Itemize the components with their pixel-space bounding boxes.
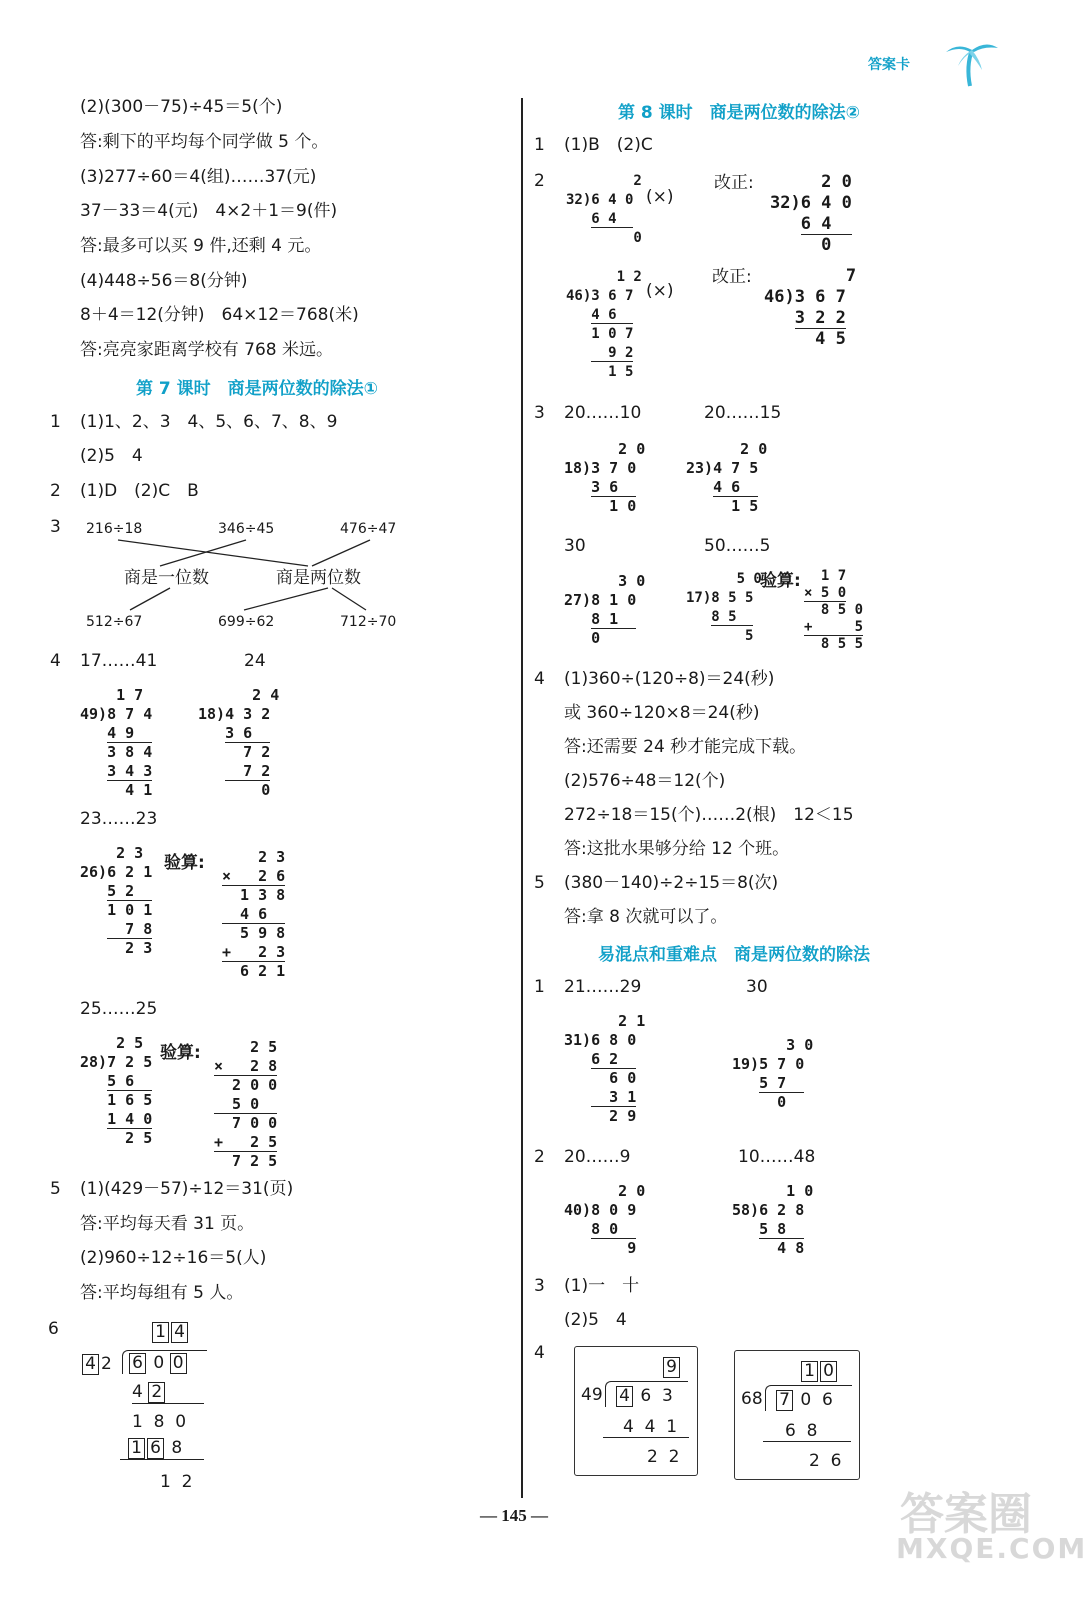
answer-label: 25……25 [80,999,158,1019]
matching-lines [80,530,420,620]
answer-text: (1)一 十 [564,1276,640,1296]
match-category: 商是两位数 [276,568,361,588]
answer-label: 17……41 [80,651,158,671]
answer-text: (2)576÷48＝12(个) [564,771,726,791]
text-line: 答:亮亮家距离学校有 768 米远。 [80,340,333,360]
text-line: (2)(300－75)÷45＝5(个) [80,97,283,117]
section-title: 第 8 课时 商是两位数的除法② [618,103,861,123]
question-number: 3 [534,1276,545,1296]
division-card: 9 49 4 6 3 4 4 1 2 2 [574,1346,698,1476]
question-number: 2 [534,171,545,191]
question-number: 1 [534,977,545,997]
answer-text: (1)B (2)C [564,135,653,155]
verify-label: 验算: [164,853,205,873]
long-division: 2 4 18)4 3 2 3 6 7 2 7 2 0 [198,686,280,799]
wrong-mark: (×) [646,281,674,301]
fix-label: 改正: [714,173,754,193]
long-division: 7 46)3 6 7 3 2 2 4 5 [764,266,857,349]
answer-text: (2)960÷12÷16＝5(人) [80,1248,267,1268]
long-division: 2 32)6 4 0 6 4 0 [566,173,642,246]
verification: 2 5 × 2 8 2 0 0 5 0 7 0 0 + 2 5 7 2 5 [214,1038,278,1170]
question-number: 3 [50,517,61,537]
match-category: 商是一位数 [124,568,209,588]
verify-label: 验算: [760,571,801,591]
verification: 2 3 × 2 6 1 3 8 4 6 5 9 8 + 2 3 6 2 1 [222,848,286,980]
answer-text: (1)1、2、3 4、5、6、7、8、9 [80,412,338,432]
long-division: 5 0 17)8 5 5 8 5 5 [686,571,762,644]
page-number: — 145 — [480,1506,548,1525]
match-item: 512÷67 [86,614,143,630]
question-number: 2 [50,481,61,501]
long-division: 3 0 19)5 7 0 5 7 0 [732,1036,814,1111]
answer-label: 23……23 [80,809,158,829]
answer-text: 272÷18＝15(个)……2(根) 12＜15 [564,805,854,825]
answer-text: (1)(429－57)÷12＝31(页) [80,1179,294,1199]
answer-text: (380－140)÷2÷15＝8(次) [564,873,779,893]
verify-label: 验算: [160,1043,201,1063]
question-number: 4 [50,651,61,671]
watermark-logo: 答案圈 [900,1489,1032,1540]
question-number: 4 [534,1343,545,1363]
question-number: 5 [50,1179,61,1199]
long-division: 1 2 46)3 6 7 4 6 1 0 7 9 2 1 5 [566,269,642,380]
header-tag: 答案卡 [868,57,910,73]
answer-text: 答:拿 8 次就可以了。 [564,907,728,927]
answer-text: (1)D (2)C B [80,481,199,501]
match-item: 476÷47 [340,521,397,537]
question-number: 6 [48,1319,59,1339]
division-card: 1 0 68 7 0 6 6 8 2 6 [734,1350,860,1480]
answer-text: 答:这批水果够分给 12 个班。 [564,839,790,859]
palm-tree-icon [940,36,1002,88]
question-number: 3 [534,403,545,423]
long-division: 1 7 49)8 7 4 4 9 3 8 4 3 4 3 4 1 [80,686,153,799]
fix-label: 改正: [712,267,752,287]
wrong-mark: (×) [646,187,674,207]
text-line: 答:剩下的平均每个同学做 5 个。 [80,132,329,152]
match-item: 346÷45 [218,521,275,537]
long-division: 3 0 27)8 1 0 8 1 0 [564,572,646,647]
answer-text: 或 360÷120×8＝24(秒) [564,703,760,723]
answer-text: (2)5 4 [564,1310,627,1330]
text-line: 答:最多可以买 9 件,还剩 4 元。 [80,236,322,256]
answer-text: (1)360÷(120÷8)＝24(秒) [564,669,775,689]
text-line: (4)448÷56＝8(分钟) [80,271,248,291]
section-title: 易混点和重难点 商是两位数的除法 [598,945,870,965]
column-divider [521,98,523,1498]
long-division: 2 0 23)4 7 5 4 6 1 5 [686,440,768,515]
match-item: 712÷70 [340,614,397,630]
answer-label: 50……5 [704,536,771,556]
answer-text: 答:平均每组有 5 人。 [80,1283,244,1303]
long-division: 2 3 26)6 2 1 5 2 1 0 1 7 8 2 3 [80,844,153,957]
long-division: 2 0 32)6 4 0 6 4 0 [770,172,852,255]
answer-label: 24 [244,651,266,671]
question-number: 1 [50,412,61,432]
long-division: 2 1 31)6 8 0 6 2 6 0 3 1 2 9 [564,1012,646,1125]
question-number: 2 [534,1147,545,1167]
verification: 1 7 × 5 0 8 5 0 + 5 8 5 5 [804,568,864,652]
text-line: 8＋4＝12(分钟) 64×12＝768(米) [80,305,359,325]
match-item: 699÷62 [218,614,275,630]
text-line: 37－33＝4(元) 4×2＋1＝9(件) [80,201,338,221]
answer-text: 答:还需要 24 秒才能完成下载。 [564,737,807,757]
long-division: 2 0 40)8 0 9 8 0 9 [564,1182,646,1257]
answer-label: 20……9 [564,1147,631,1167]
question-number: 5 [534,873,545,893]
answer-text: (2)5 4 [80,446,143,466]
answer-label: 30 [564,536,586,556]
text-line: (3)277÷60＝4(组)……37(元) [80,167,317,187]
answer-label: 20……15 [704,403,782,423]
answer-label: 20……10 [564,403,642,423]
answer-label: 30 [746,977,768,997]
match-item: 216÷18 [86,521,143,537]
answer-text: 答:平均每天看 31 页。 [80,1214,255,1234]
long-division: 2 0 18)3 7 0 3 6 1 0 [564,440,646,515]
answer-label: 21……29 [564,977,642,997]
answer-label: 10……48 [738,1147,816,1167]
question-number: 1 [534,135,545,155]
long-division: 2 5 28)7 2 5 5 6 1 6 5 1 4 0 2 5 [80,1034,153,1147]
question-number: 4 [534,669,545,689]
section-title: 第 7 课时 商是两位数的除法① [136,379,379,399]
long-division: 1 0 58)6 2 8 5 8 4 8 [732,1182,814,1257]
watermark-url: MXQE.COM [896,1532,1088,1565]
